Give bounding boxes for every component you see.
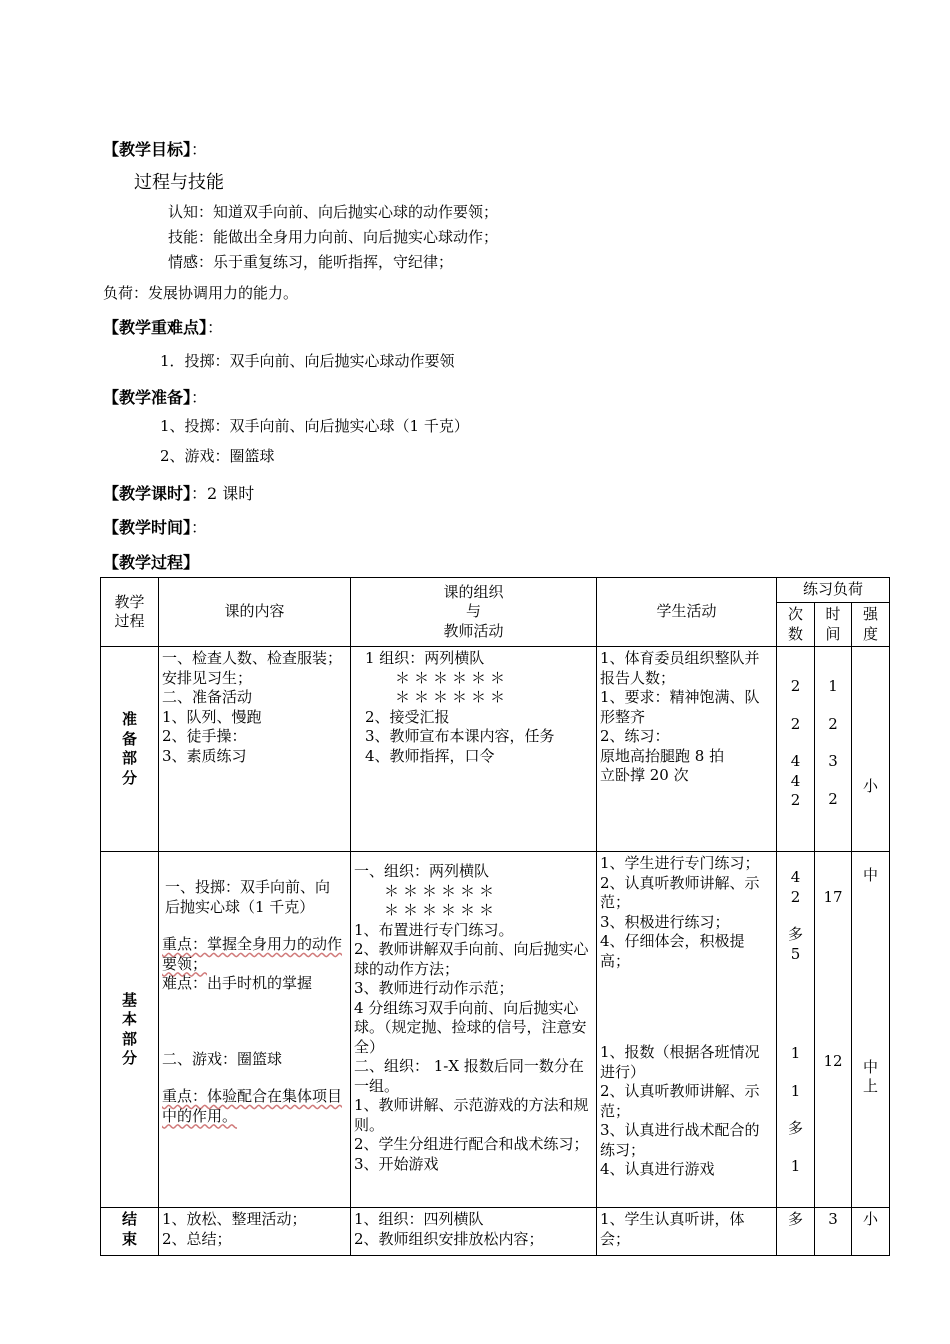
stage-basic: 基本部分 (101, 852, 159, 1208)
preparation-item-1: 1、投掷：双手向前、向后抛实心球（1 千克） (160, 417, 469, 435)
prep-organization: 1 组织：两列横队 ＊＊＊＊＊＊ ＊＊＊＊＊＊ 2、接受汇报 3、教师宣布本课内容，任务 4、教师指挥，口令 (351, 647, 597, 852)
prep-content: 一、检查人数、检查服装；安排见习生； 二、准备活动 1、队列、慢跑 2、徒手操： 3、素质练习 (159, 647, 351, 852)
preparation-item-2: 2、游戏：圈篮球 (160, 447, 275, 465)
table-row-basic (101, 852, 890, 1208)
header-content: 课的内容 (159, 578, 351, 647)
preparation-heading: 【教学准备】： (103, 388, 208, 407)
header-student: 学生活动 (597, 578, 777, 647)
basic-student: 1、学生进行专门练习； 2、认真听教师讲解、示范； 3、积极进行练习； 4、仔细体会，积极提高； 1、报数（根据各班情况进行） 2、认真听教师讲解、示范； 3、认真进行战术配合的练习； 4、认真进行游戏 (597, 852, 777, 1208)
end-student: 1、学生认真听讲，体会； (597, 1208, 777, 1256)
hours-value: 2 课时 (207, 484, 255, 503)
header-organization: 课的组织 与 教师活动 (351, 578, 597, 647)
objective-load: 负荷：发展协调用力的能力。 (103, 284, 299, 302)
objectives-heading: 【教学目标】： (103, 140, 208, 159)
lesson-plan-table (100, 577, 890, 1256)
prep-times: 1 2 3 2 (815, 647, 852, 852)
table-row-end (101, 1208, 890, 1256)
table-row-prep (101, 647, 890, 852)
header-intensity: 强度 (852, 603, 890, 647)
end-organization: 1、组织：四列横队 2、教师组织安排放松内容； (351, 1208, 597, 1256)
prep-student: 1、体育委员组织整队并报告人数； 1、要求：精神饱满、队形整齐 2、练习： 原地高抬腿跑 8 拍 立卧撑 20 次 (597, 647, 777, 852)
basic-intensity: 中 中上 (852, 852, 890, 1208)
prep-intensity: 小 (852, 647, 890, 852)
header-stage: 教学过程 (101, 578, 159, 647)
stage-prep: 准备部分 (101, 647, 159, 852)
time-heading: 【教学时间】： (103, 518, 208, 537)
header-count: 次数 (777, 603, 815, 647)
objectives-subheading: 过程与技能 (134, 172, 224, 193)
prep-counts: 2 2 4 4 2 (777, 647, 815, 852)
basic-content: 一、投掷：双手向前、向后抛实心球（1 千克） 重点：掌握全身用力的动作要领； 难点：出手时机的掌握 二、游戏：圈篮球 重点：体验配合在集体项目中的作用。 (159, 852, 351, 1208)
basic-organization: 一、组织：两列横队 ＊＊＊＊＊＊ ＊＊＊＊＊＊ 1、布置进行专门练习。 2、教师讲解双手向前、向后抛实心球的动作方法； 3、教师进行动作示范； 4 分组练习双手向前、向后抛实心球。（规定抛、捡球的信号，注意安全） 二、组织： 1-X 报数后同一数分在一组。 1、教师讲解、示范游戏的方法和规则。 2、学生分组进行配合和战术练习； 3、开始游戏 (351, 852, 597, 1208)
stage-end: 结束 (101, 1208, 159, 1256)
basic-times: 17 12 (815, 852, 852, 1208)
basic-counts: 4 2 多 5 1 1 多 1 (777, 852, 815, 1208)
hours-heading: 【教学课时】：2 课时 (103, 484, 255, 503)
header-load: 练习负荷 (777, 578, 890, 603)
header-time: 时间 (815, 603, 852, 647)
objective-cognitive: 认知：知道双手向前、向后抛实心球的动作要领； (168, 203, 499, 221)
process-heading: 【教学过程】 (103, 553, 200, 572)
end-intensity: 小 (852, 1208, 890, 1256)
objective-skill: 技能：能做出全身用力向前、向后抛实心球动作； (168, 228, 499, 246)
end-time: 3 (815, 1208, 852, 1256)
objective-emotion: 情感：乐于重复练习，能听指挥，守纪律； (168, 253, 454, 271)
keypoints-heading: 【教学重难点】： (103, 318, 224, 337)
keypoint-item: 1．投掷：双手向前、向后抛实心球动作要领 (160, 352, 455, 370)
end-content: 1、放松、整理活动； 2、总结； (159, 1208, 351, 1256)
end-count: 多 (777, 1208, 815, 1256)
